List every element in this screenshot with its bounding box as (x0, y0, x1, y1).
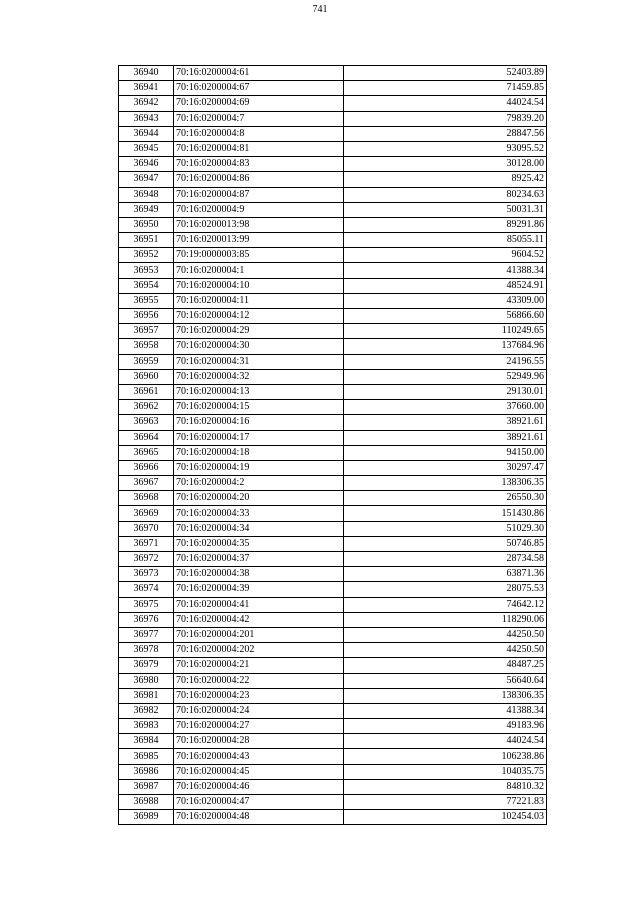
cadastral-number-cell: 70:16:0200004:37 (174, 552, 344, 567)
cadastral-number-cell: 70:16:0200004:15 (174, 400, 344, 415)
cadastral-number-cell: 70:16:0200004:30 (174, 339, 344, 354)
row-number-cell: 36956 (119, 309, 174, 324)
value-cell: 118290.06 (344, 612, 547, 627)
cadastral-number-cell: 70:16:0200004:20 (174, 491, 344, 506)
row-number-cell: 36959 (119, 354, 174, 369)
value-cell: 137684.96 (344, 339, 547, 354)
row-number-cell: 36944 (119, 126, 174, 141)
value-cell: 44250.50 (344, 643, 547, 658)
cadastral-number-cell: 70:16:0200004:39 (174, 582, 344, 597)
row-number-cell: 36971 (119, 536, 174, 551)
table-row (119, 506, 547, 521)
value-cell: 44250.50 (344, 627, 547, 642)
table-row (119, 354, 547, 369)
value-cell: 51029.30 (344, 521, 547, 536)
value-cell: 37660.00 (344, 400, 547, 415)
table-row (119, 749, 547, 764)
cadastral-number-cell: 70:16:0200004:18 (174, 445, 344, 460)
table-row (119, 217, 547, 232)
value-cell: 30128.00 (344, 157, 547, 172)
table-row (119, 278, 547, 293)
row-number-cell: 36979 (119, 658, 174, 673)
value-cell: 106238.86 (344, 749, 547, 764)
cadastral-number-cell: 70:16:0200004:22 (174, 673, 344, 688)
row-number-cell: 36967 (119, 476, 174, 491)
row-number-cell: 36975 (119, 597, 174, 612)
cadastral-number-cell: 70:16:0200004:69 (174, 96, 344, 111)
table-row (119, 400, 547, 415)
value-cell: 63871.36 (344, 567, 547, 582)
table-row (119, 658, 547, 673)
table-row (119, 597, 547, 612)
row-number-cell: 36958 (119, 339, 174, 354)
row-number-cell: 36981 (119, 688, 174, 703)
row-number-cell: 36972 (119, 552, 174, 567)
cadastral-number-cell: 70:16:0200004:67 (174, 81, 344, 96)
row-number-cell: 36969 (119, 506, 174, 521)
cadastral-number-cell: 70:16:0200004:13 (174, 384, 344, 399)
row-number-cell: 36955 (119, 293, 174, 308)
table-row (119, 324, 547, 339)
table-body (119, 66, 547, 825)
table-row (119, 582, 547, 597)
cadastral-number-cell: 70:16:0200004:45 (174, 764, 344, 779)
row-number-cell: 36989 (119, 810, 174, 825)
cadastral-number-cell: 70:16:0200004:32 (174, 369, 344, 384)
cadastral-number-cell: 70:16:0200004:17 (174, 430, 344, 445)
cadastral-number-cell: 70:16:0200004:86 (174, 172, 344, 187)
table-row (119, 202, 547, 217)
table-row (119, 552, 547, 567)
row-number-cell: 36960 (119, 369, 174, 384)
cadastral-number-cell: 70:16:0200004:35 (174, 536, 344, 551)
value-cell: 28734.58 (344, 552, 547, 567)
value-cell: 110249.65 (344, 324, 547, 339)
cadastral-number-cell: 70:16:0200004:41 (174, 597, 344, 612)
row-number-cell: 36948 (119, 187, 174, 202)
cadastral-number-cell: 70:16:0200004:202 (174, 643, 344, 658)
table-row (119, 445, 547, 460)
value-cell: 138306.35 (344, 688, 547, 703)
table-row (119, 157, 547, 172)
row-number-cell: 36970 (119, 521, 174, 536)
row-number-cell: 36988 (119, 795, 174, 810)
table-row (119, 111, 547, 126)
cadastral-number-cell: 70:16:0200004:16 (174, 415, 344, 430)
row-number-cell: 36982 (119, 703, 174, 718)
value-cell: 48524.91 (344, 278, 547, 293)
value-cell: 24196.55 (344, 354, 547, 369)
row-number-cell: 36961 (119, 384, 174, 399)
cadastral-number-cell: 70:16:0200013:99 (174, 233, 344, 248)
value-cell: 93095.52 (344, 141, 547, 156)
value-cell: 77221.83 (344, 795, 547, 810)
value-cell: 85055.11 (344, 233, 547, 248)
row-number-cell: 36965 (119, 445, 174, 460)
value-cell: 52403.89 (344, 66, 547, 81)
table-row (119, 688, 547, 703)
table-row (119, 491, 547, 506)
cadastral-number-cell: 70:16:0200004:28 (174, 734, 344, 749)
value-cell: 29130.01 (344, 384, 547, 399)
row-number-cell: 36987 (119, 779, 174, 794)
table-row (119, 476, 547, 491)
value-cell: 8925.42 (344, 172, 547, 187)
table-row (119, 460, 547, 475)
cadastral-number-cell: 70:16:0200004:38 (174, 567, 344, 582)
cadastral-number-cell: 70:16:0200004:7 (174, 111, 344, 126)
cadastral-number-cell: 70:16:0200004:1 (174, 263, 344, 278)
row-number-cell: 36943 (119, 111, 174, 126)
table-row (119, 430, 547, 445)
cadastral-number-cell: 70:16:0200004:46 (174, 779, 344, 794)
table-row (119, 309, 547, 324)
value-cell: 79839.20 (344, 111, 547, 126)
value-cell: 84810.32 (344, 779, 547, 794)
row-number-cell: 36974 (119, 582, 174, 597)
cadastral-number-cell: 70:16:0200004:48 (174, 810, 344, 825)
row-number-cell: 36962 (119, 400, 174, 415)
table-row (119, 521, 547, 536)
table-row (119, 187, 547, 202)
table-row (119, 627, 547, 642)
table-row (119, 233, 547, 248)
cadastral-number-cell: 70:19:0000003:85 (174, 248, 344, 263)
row-number-cell: 36941 (119, 81, 174, 96)
cadastral-number-cell: 70:16:0200004:10 (174, 278, 344, 293)
table-row (119, 795, 547, 810)
table-row (119, 536, 547, 551)
table-row (119, 66, 547, 81)
value-cell: 44024.54 (344, 96, 547, 111)
cadastral-number-cell: 70:16:0200004:23 (174, 688, 344, 703)
page-number: 741 (312, 4, 328, 15)
cadastral-number-cell: 70:16:0200004:21 (174, 658, 344, 673)
row-number-cell: 36953 (119, 263, 174, 278)
value-cell: 50031.31 (344, 202, 547, 217)
row-number-cell: 36984 (119, 734, 174, 749)
table-row (119, 141, 547, 156)
table-row (119, 96, 547, 111)
cadastral-number-cell: 70:16:0200004:19 (174, 460, 344, 475)
row-number-cell: 36964 (119, 430, 174, 445)
value-cell: 26550.30 (344, 491, 547, 506)
row-number-cell: 36957 (119, 324, 174, 339)
value-cell: 56640.64 (344, 673, 547, 688)
value-cell: 41388.34 (344, 263, 547, 278)
cadastral-number-cell: 70:16:0200004:83 (174, 157, 344, 172)
row-number-cell: 36983 (119, 719, 174, 734)
table-row (119, 81, 547, 96)
table-row (119, 172, 547, 187)
value-cell: 89291.86 (344, 217, 547, 232)
cadastral-number-cell: 70:16:0200004:8 (174, 126, 344, 141)
value-cell: 30297.47 (344, 460, 547, 475)
table-row (119, 248, 547, 263)
value-cell: 44024.54 (344, 734, 547, 749)
table-row (119, 719, 547, 734)
row-number-cell: 36986 (119, 764, 174, 779)
cadastral-number-cell: 70:16:0200004:201 (174, 627, 344, 642)
row-number-cell: 36951 (119, 233, 174, 248)
table-row (119, 293, 547, 308)
cadastral-number-cell: 70:16:0200004:61 (174, 66, 344, 81)
table-row (119, 126, 547, 141)
value-cell: 71459.85 (344, 81, 547, 96)
value-cell: 38921.61 (344, 415, 547, 430)
cadastral-number-cell: 70:16:0200004:33 (174, 506, 344, 521)
value-cell: 50746.85 (344, 536, 547, 551)
value-cell: 151430.86 (344, 506, 547, 521)
value-cell: 38921.61 (344, 430, 547, 445)
table-row (119, 810, 547, 825)
row-number-cell: 36977 (119, 627, 174, 642)
value-cell: 94150.00 (344, 445, 547, 460)
cadastral-number-cell: 70:16:0200004:12 (174, 309, 344, 324)
cadastral-number-cell: 70:16:0200004:87 (174, 187, 344, 202)
table-row (119, 703, 547, 718)
row-number-cell: 36963 (119, 415, 174, 430)
cadastral-number-cell: 70:16:0200004:24 (174, 703, 344, 718)
value-cell: 28847.56 (344, 126, 547, 141)
value-cell: 41388.34 (344, 703, 547, 718)
row-number-cell: 36973 (119, 567, 174, 582)
value-cell: 102454.03 (344, 810, 547, 825)
value-cell: 80234.63 (344, 187, 547, 202)
value-cell: 48487.25 (344, 658, 547, 673)
table-row (119, 734, 547, 749)
cadastral-number-cell: 70:16:0200004:2 (174, 476, 344, 491)
cadastral-number-cell: 70:16:0200004:81 (174, 141, 344, 156)
value-cell: 56866.60 (344, 309, 547, 324)
row-number-cell: 36947 (119, 172, 174, 187)
table-row (119, 612, 547, 627)
value-cell: 138306.35 (344, 476, 547, 491)
cadastral-number-cell: 70:16:0200004:27 (174, 719, 344, 734)
cadastral-value-table (118, 65, 547, 825)
row-number-cell: 36980 (119, 673, 174, 688)
row-number-cell: 36952 (119, 248, 174, 263)
table-row (119, 779, 547, 794)
cadastral-number-cell: 70:16:0200004:9 (174, 202, 344, 217)
table-row (119, 369, 547, 384)
row-number-cell: 36985 (119, 749, 174, 764)
row-number-cell: 36976 (119, 612, 174, 627)
table-row (119, 643, 547, 658)
value-cell: 9604.52 (344, 248, 547, 263)
row-number-cell: 36968 (119, 491, 174, 506)
row-number-cell: 36942 (119, 96, 174, 111)
row-number-cell: 36950 (119, 217, 174, 232)
table-row (119, 415, 547, 430)
cadastral-number-cell: 70:16:0200013:98 (174, 217, 344, 232)
cadastral-number-cell: 70:16:0200004:42 (174, 612, 344, 627)
table-row (119, 263, 547, 278)
value-cell: 74642.12 (344, 597, 547, 612)
table-row (119, 764, 547, 779)
cadastral-number-cell: 70:16:0200004:34 (174, 521, 344, 536)
row-number-cell: 36954 (119, 278, 174, 293)
cadastral-number-cell: 70:16:0200004:31 (174, 354, 344, 369)
table-row (119, 339, 547, 354)
value-cell: 43309.00 (344, 293, 547, 308)
cadastral-number-cell: 70:16:0200004:11 (174, 293, 344, 308)
row-number-cell: 36949 (119, 202, 174, 217)
cadastral-number-cell: 70:16:0200004:43 (174, 749, 344, 764)
value-cell: 49183.96 (344, 719, 547, 734)
value-cell: 104035.75 (344, 764, 547, 779)
row-number-cell: 36966 (119, 460, 174, 475)
row-number-cell: 36978 (119, 643, 174, 658)
table-row (119, 673, 547, 688)
cadastral-number-cell: 70:16:0200004:29 (174, 324, 344, 339)
value-cell: 52949.96 (344, 369, 547, 384)
row-number-cell: 36945 (119, 141, 174, 156)
value-cell: 28075.53 (344, 582, 547, 597)
row-number-cell: 36946 (119, 157, 174, 172)
cadastral-number-cell: 70:16:0200004:47 (174, 795, 344, 810)
row-number-cell: 36940 (119, 66, 174, 81)
table-row (119, 384, 547, 399)
table-row (119, 567, 547, 582)
